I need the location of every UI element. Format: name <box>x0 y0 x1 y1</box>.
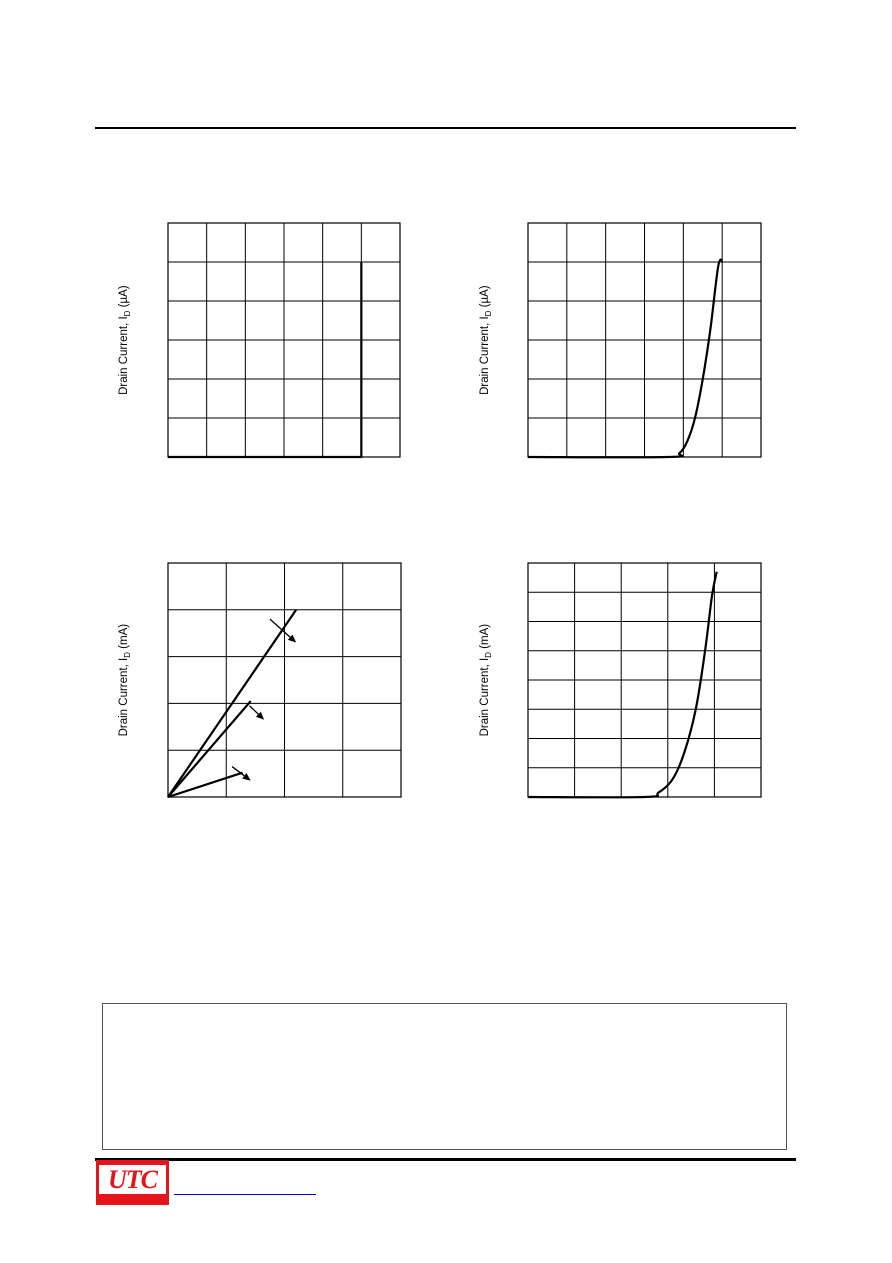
y-axis-label: Drain Current, $I_D$ (mA) <box>117 623 133 737</box>
chart-2 <box>528 223 761 457</box>
chart-3 <box>168 563 401 797</box>
website-link[interactable] <box>174 1194 316 1195</box>
utc-logo <box>96 1160 169 1205</box>
chart-1 <box>168 223 400 457</box>
y-axis-label: Drain Current, $I_D$ (µA) <box>478 285 494 395</box>
arrow-head <box>242 773 250 781</box>
y-axis-label: Drain Current, $I_D$ (µA) <box>117 285 133 395</box>
chart-4 <box>528 563 761 797</box>
annotation-arrow <box>250 706 259 714</box>
y-axis-label: Drain Current, $I_D$ (mA) <box>478 623 494 737</box>
series-line <box>528 260 723 458</box>
logo-text: UTC <box>108 1165 157 1194</box>
footer-rule <box>95 1158 796 1161</box>
header-rule <box>95 127 796 129</box>
series-line <box>528 572 717 798</box>
notice-box <box>102 1003 787 1150</box>
series-line <box>168 262 361 457</box>
